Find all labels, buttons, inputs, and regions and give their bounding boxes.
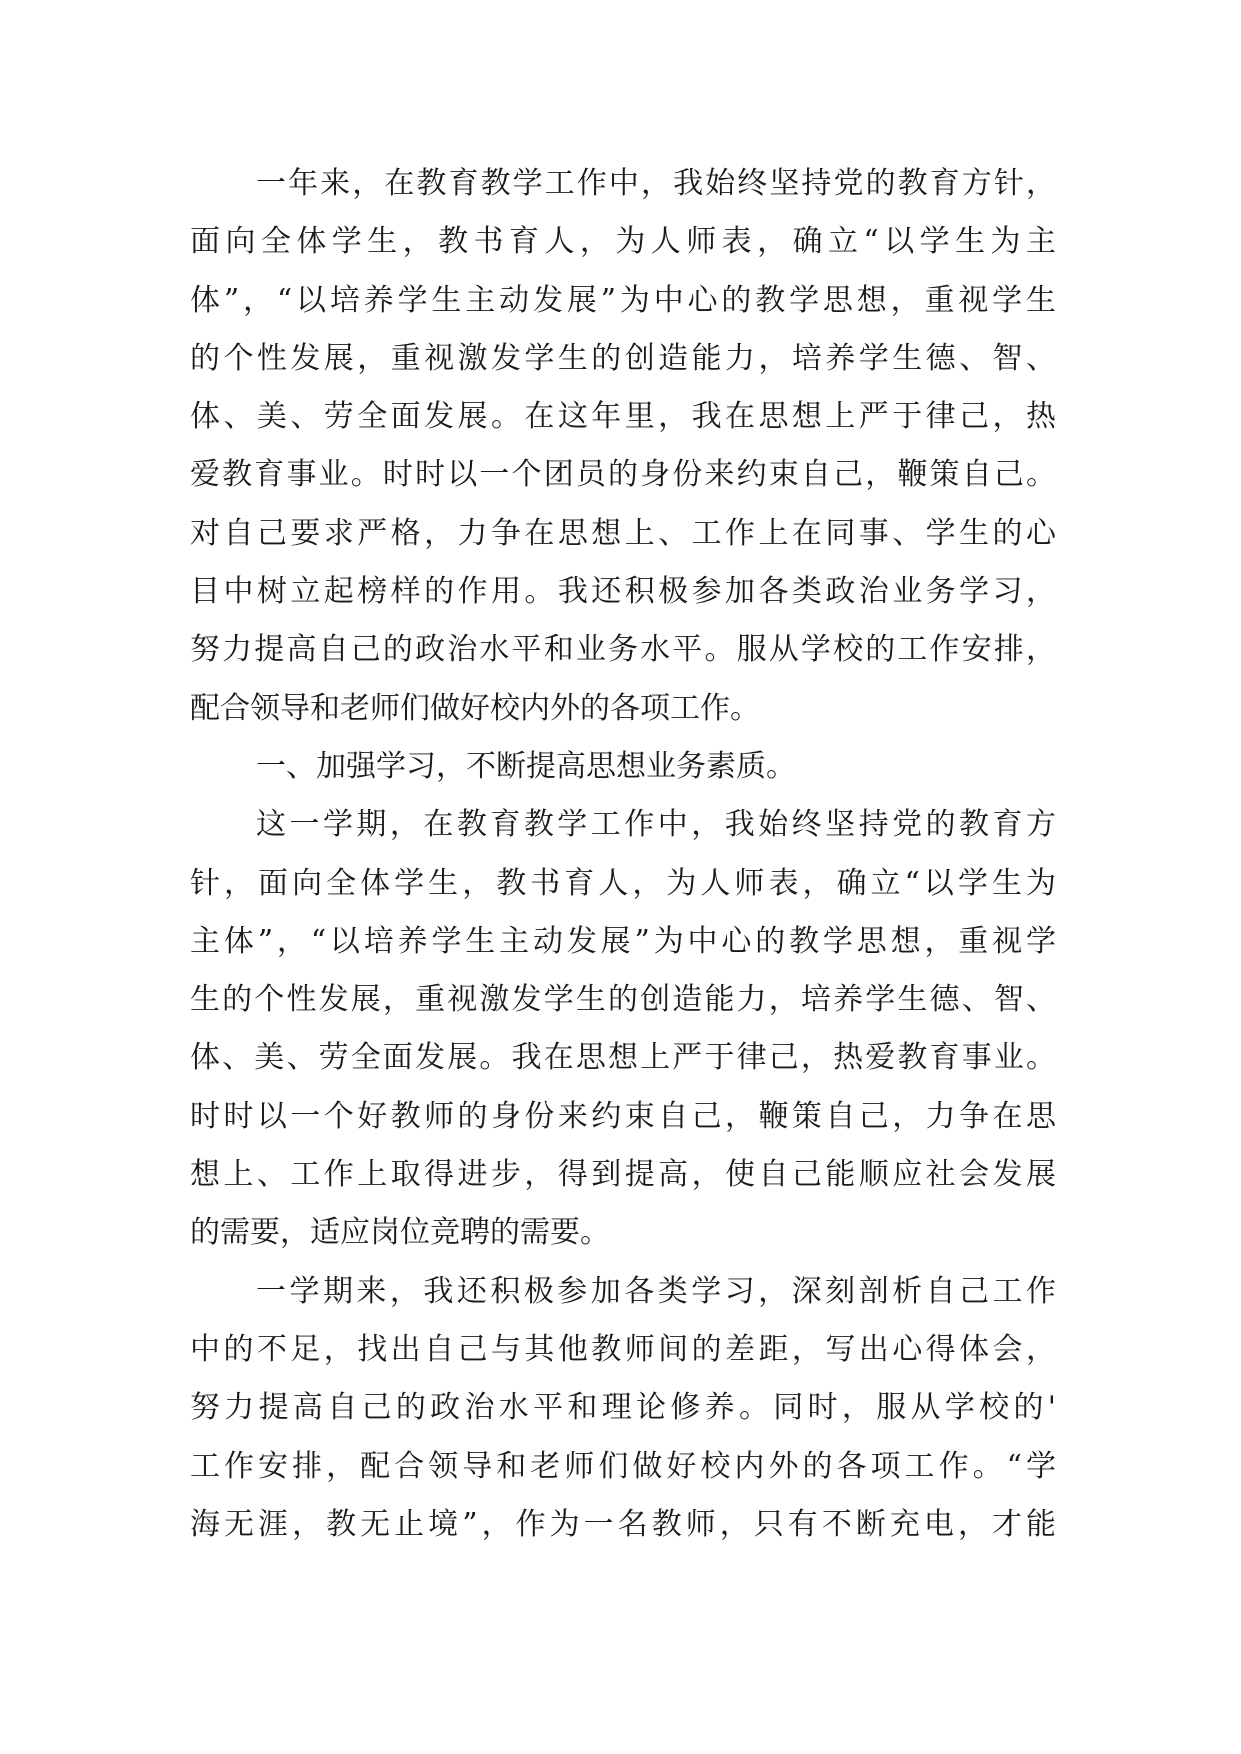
- paragraph-3-line-2: 中的不足，找出自己与其他教师间的差距，写出心得体会，: [190, 1331, 1056, 1367]
- paragraph-2-line-6: 时时以一个好教师的身份来约束自己，鞭策自己，力争在思: [190, 1098, 1056, 1134]
- paragraph-2-line-5: 体、美、劳全面发展。我在思想上严于律己，热爱教育事业。: [190, 1040, 1056, 1076]
- paragraph-1-line-3: 体”，“以培养学生主动发展”为中心的教学思想，重视学生: [190, 282, 1056, 318]
- paragraph-2-line-2: 针，面向全体学生，教书育人，为人师表，确立“以学生为: [190, 865, 1056, 901]
- paragraph-1-line-2: 面向全体学生，教书育人，为人师表，确立“以学生为主: [190, 224, 1056, 260]
- paragraph-1-line-10: 配合领导和老师们做好校内外的各项工作。: [190, 690, 760, 726]
- paragraph-1-line-7: 对自己要求严格，力争在思想上、工作上在同事、学生的心: [190, 515, 1056, 551]
- paragraph-1-line-8: 目中树立起榜样的作用。我还积极参加各类政治业务学习，: [190, 574, 1056, 610]
- paragraph-1-line-5: 体、美、劳全面发展。在这年里，我在思想上严于律己，热: [190, 399, 1056, 435]
- paragraph-2-line-4: 生的个性发展，重视激发学生的创造能力，培养学生德、智、: [190, 982, 1056, 1018]
- paragraph-3-line-4: 工作安排，配合领导和老师们做好校内外的各项工作。“学: [190, 1448, 1056, 1484]
- paragraph-1-line-6: 爱教育事业。时时以一个团员的身份来约束自己，鞭策自己。: [190, 457, 1056, 493]
- paragraph-3-line-3: 努力提高自己的政治水平和理论修养。同时，服从学校的': [190, 1390, 1056, 1426]
- paragraph-1-line-9: 努力提高自己的政治水平和业务水平。服从学校的工作安排，: [190, 632, 1056, 668]
- paragraph-2-line-8: 的需要，适应岗位竞聘的需要。: [190, 1215, 610, 1251]
- paragraph-1-line-4: 的个性发展，重视激发学生的创造能力，培养学生德、智、: [190, 340, 1056, 376]
- body-text: [190, 155, 1056, 1554]
- paragraph-2-line-1: 这一学期，在教育教学工作中，我始终坚持党的教育方: [256, 807, 1056, 843]
- paragraph-3-line-1: 一学期来，我还积极参加各类学习，深刻剖析自己工作: [256, 1273, 1056, 1309]
- section-heading: 一、加强学习，不断提高思想业务素质。: [256, 748, 796, 784]
- paragraph-1-line-1: 一年来，在教育教学工作中，我始终坚持党的教育方针，: [256, 166, 1056, 201]
- paragraph-2-line-3: 主体”，“以培养学生主动发展”为中心的教学思想，重视学: [190, 923, 1056, 959]
- paragraph-2-line-7: 想上、工作上取得进步，得到提高，使自己能顺应社会发展: [190, 1157, 1056, 1193]
- paragraph-3-line-5: 海无涯，教无止境”，作为一名教师，只有不断充电，才能: [190, 1506, 1056, 1542]
